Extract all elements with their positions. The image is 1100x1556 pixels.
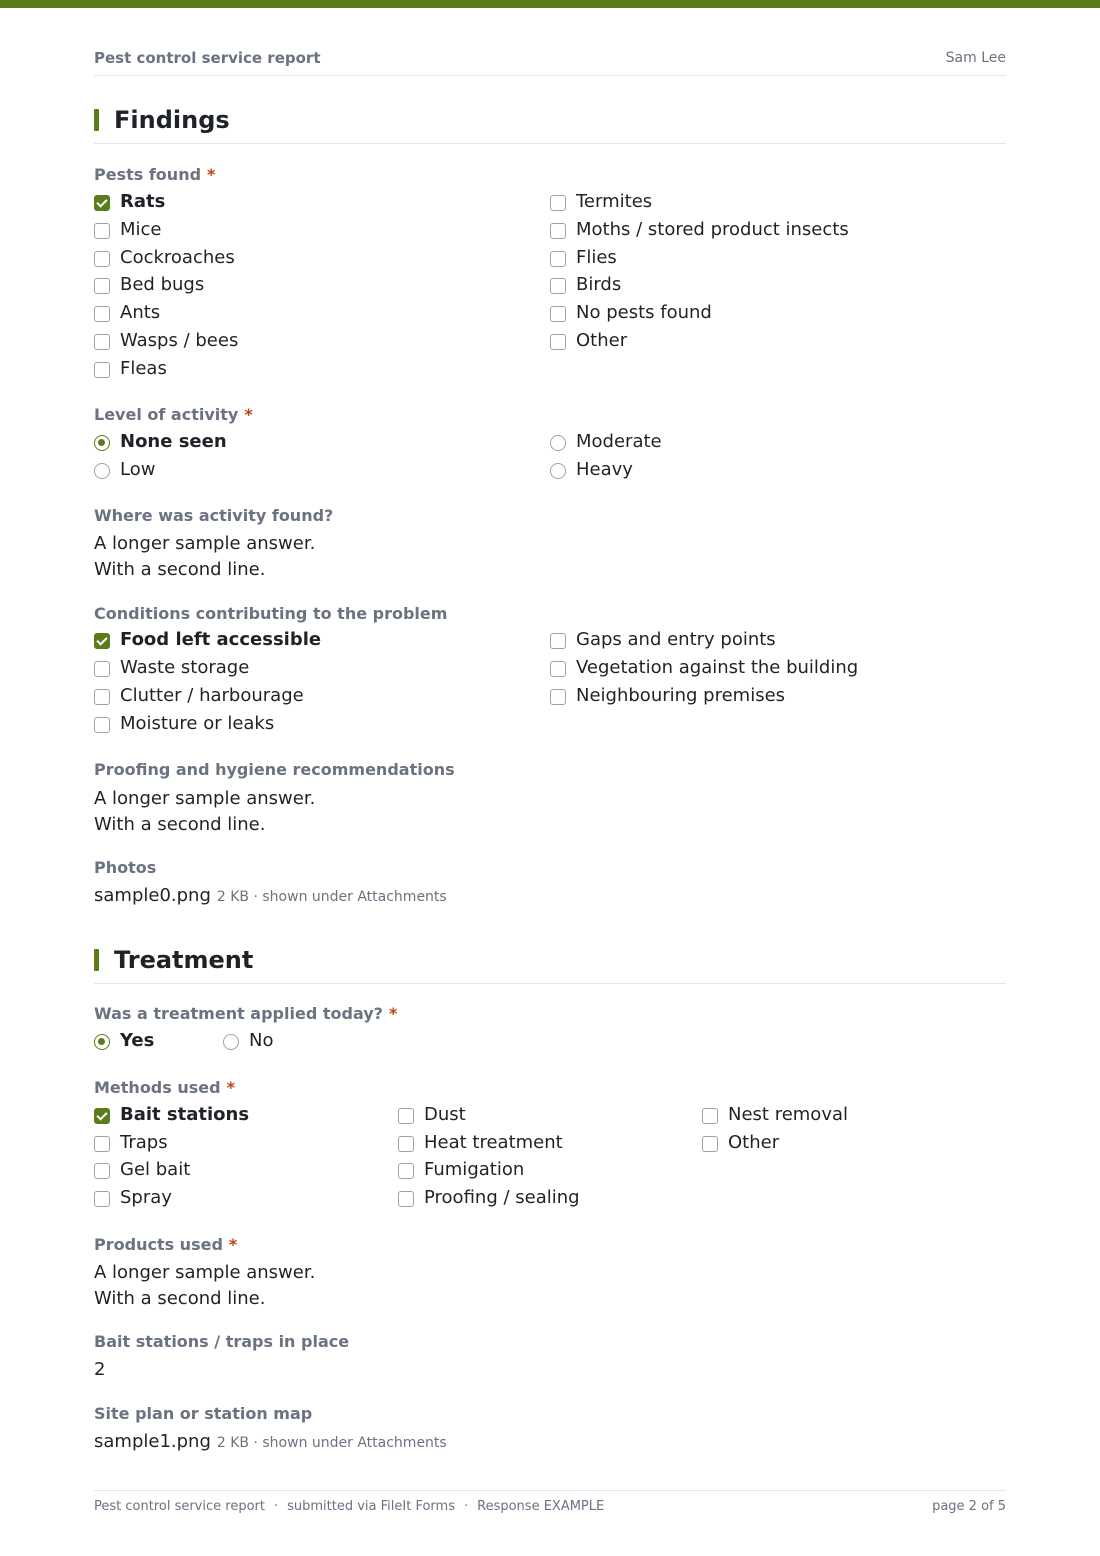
checkbox-empty-icon[interactable] <box>94 1163 110 1179</box>
photos-attachment[interactable] <box>94 884 447 909</box>
option-label: Cockroaches <box>120 246 235 268</box>
checkbox-empty-icon[interactable] <box>94 306 110 322</box>
option-label: Neighbouring premises <box>576 685 786 706</box>
proofing-recommendations-answer: A longer sample answer. With a second line. <box>94 788 316 835</box>
option-label: Wasps / bees <box>120 330 239 351</box>
option-label: Mice <box>120 218 162 240</box>
option-label: Vegetation against the building <box>576 657 859 678</box>
products-used-answer: A longer sample answer. With a second line. <box>94 1262 316 1309</box>
checkbox-checked-icon[interactable] <box>94 195 110 211</box>
radio-empty-icon[interactable] <box>550 463 566 479</box>
checkbox-empty-icon[interactable] <box>550 334 566 350</box>
option-label: None seen <box>120 431 227 452</box>
pests-found-label: Pests found * <box>94 165 216 184</box>
checkbox-empty-icon[interactable] <box>94 251 110 267</box>
option-label: Waste storage <box>120 657 250 678</box>
option-label: Spray <box>120 1187 172 1209</box>
activity-level-label: Level of activity * <box>94 405 253 424</box>
checkbox-empty-icon[interactable] <box>94 278 110 294</box>
attachment-meta: 2 KB · shown under Attachments <box>216 889 447 905</box>
option-label: Clutter / harbourage <box>120 685 304 706</box>
methods-used-label: Methods used * <box>94 1078 235 1097</box>
proofing-recommendations-label: Proofing and hygiene recommendations <box>94 760 455 779</box>
option-label: Other <box>728 1131 780 1153</box>
stations-in-place-label: Bait stations / traps in place <box>94 1332 350 1351</box>
page-number: page 2 of 5 <box>932 1499 1006 1514</box>
checkbox-empty-icon[interactable] <box>94 1136 110 1152</box>
attachment-meta: 2 KB · shown under Attachments <box>216 1435 447 1451</box>
option-label: Gel bait <box>120 1159 191 1181</box>
section-findings <box>94 104 1006 144</box>
option-label: Low <box>120 458 156 480</box>
checkbox-empty-icon[interactable] <box>94 689 110 705</box>
section-treatment <box>94 944 1006 984</box>
option-label: Moisture or leaks <box>120 713 275 734</box>
option-label: Nest removal <box>728 1104 849 1125</box>
checkbox-empty-icon[interactable] <box>94 717 110 733</box>
section-title: Findings <box>114 106 230 134</box>
checkbox-empty-icon[interactable] <box>702 1108 718 1124</box>
section-title: Treatment <box>114 946 254 974</box>
checkbox-empty-icon[interactable] <box>550 223 566 239</box>
section-accent-bar <box>94 949 99 971</box>
option-label: Heavy <box>576 458 633 480</box>
required-marker: * <box>228 1235 238 1254</box>
checkbox-empty-icon[interactable] <box>398 1163 414 1179</box>
checkbox-empty-icon[interactable] <box>398 1136 414 1152</box>
checkbox-checked-icon[interactable] <box>94 633 110 649</box>
option-label: Dust <box>424 1104 466 1125</box>
checkbox-empty-icon[interactable] <box>94 1191 110 1207</box>
checkbox-empty-icon[interactable] <box>550 633 566 649</box>
option-label: No pests found <box>576 302 712 324</box>
site-plan-label: Site plan or station map <box>94 1404 313 1423</box>
checkbox-empty-icon[interactable] <box>94 362 110 378</box>
site-plan-attachment[interactable] <box>94 1430 447 1455</box>
option-label: Gaps and entry points <box>576 629 776 650</box>
option-label: Flies <box>576 246 617 268</box>
option-label: Other <box>576 330 628 351</box>
checkbox-empty-icon[interactable] <box>398 1108 414 1124</box>
option-label: Rats <box>120 191 166 212</box>
radio-selected-icon[interactable] <box>94 1034 110 1050</box>
option-label: Termites <box>576 191 653 212</box>
checkbox-empty-icon[interactable] <box>94 334 110 350</box>
option-label: Bed bugs <box>120 274 205 296</box>
required-marker: * <box>207 165 216 184</box>
where-activity-answer: A longer sample answer. With a second line. <box>94 533 316 580</box>
checkbox-empty-icon[interactable] <box>702 1136 718 1152</box>
radio-selected-icon[interactable] <box>94 435 110 451</box>
option-label: Moths / stored product insects <box>576 218 849 240</box>
section-accent-bar <box>94 109 99 131</box>
radio-empty-icon[interactable] <box>94 463 110 479</box>
radio-empty-icon[interactable] <box>223 1034 239 1050</box>
page-footer <box>94 1490 1006 1520</box>
option-label: Birds <box>576 274 622 296</box>
author-name: Sam Lee <box>945 50 1006 66</box>
option-label: Ants <box>120 302 161 324</box>
where-activity-label: Where was activity found? <box>94 506 334 525</box>
option-label: Fumigation <box>424 1159 525 1181</box>
radio-empty-icon[interactable] <box>550 435 566 451</box>
checkbox-empty-icon[interactable] <box>94 661 110 677</box>
products-used-label: Products used * <box>94 1235 238 1254</box>
checkbox-empty-icon[interactable] <box>94 223 110 239</box>
checkbox-empty-icon[interactable] <box>398 1191 414 1207</box>
option-label: Fleas <box>120 357 167 379</box>
footer-info: Pest control service report · submitted via FileIt Forms · Response EXAMPLE <box>94 1499 605 1514</box>
checkbox-empty-icon[interactable] <box>550 195 566 211</box>
option-label: Yes <box>120 1030 155 1051</box>
option-label: Moderate <box>576 431 662 452</box>
option-label: Bait stations <box>120 1104 250 1125</box>
stations-in-place-value: 2 <box>94 1359 106 1380</box>
conditions-label: Conditions contributing to the problem <box>94 604 448 623</box>
photos-label: Photos <box>94 858 157 877</box>
treatment-applied-label: Was a treatment applied today? * <box>94 1004 398 1023</box>
document-title: Pest control service report <box>94 49 321 67</box>
attachment-filename: sample1.png <box>94 1431 211 1452</box>
option-label: Heat treatment <box>424 1131 563 1153</box>
report-page <box>94 0 1006 1556</box>
option-label: Traps <box>120 1131 168 1153</box>
checkbox-empty-icon[interactable] <box>550 661 566 677</box>
checkbox-checked-icon[interactable] <box>94 1108 110 1124</box>
option-label: No <box>249 1030 274 1051</box>
required-marker: * <box>388 1004 398 1023</box>
attachment-filename: sample0.png <box>94 885 211 906</box>
option-label: Proofing / sealing <box>424 1187 580 1209</box>
option-label: Food left accessible <box>120 629 322 650</box>
required-marker: * <box>244 405 253 424</box>
checkbox-empty-icon[interactable] <box>550 251 566 267</box>
checkbox-empty-icon[interactable] <box>550 306 566 322</box>
running-header <box>94 48 1006 76</box>
required-marker: * <box>226 1078 235 1097</box>
checkbox-empty-icon[interactable] <box>550 689 566 705</box>
checkbox-empty-icon[interactable] <box>550 278 566 294</box>
